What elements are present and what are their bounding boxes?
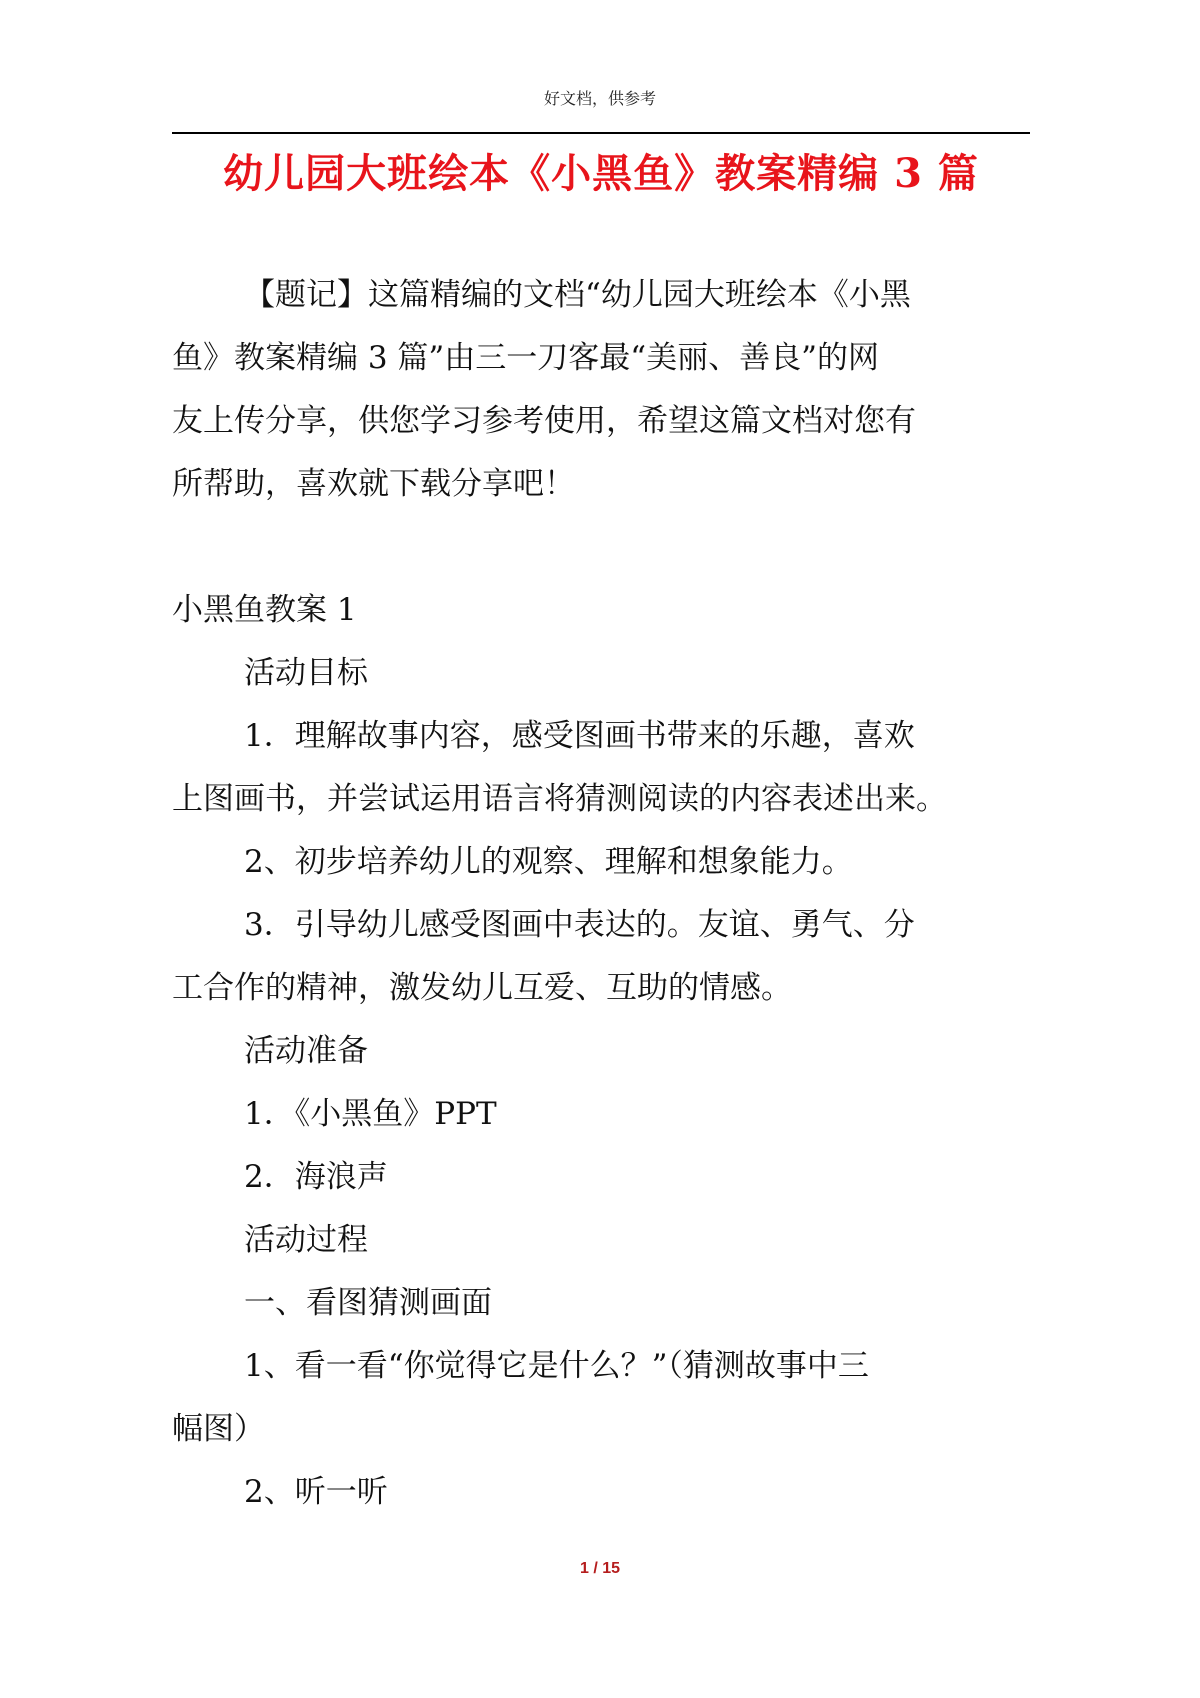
document-title: 幼儿园大班绘本《小黑鱼》教案精编 3 篇 [223, 150, 979, 197]
subheading-activity-prep: 活动准备 [244, 1033, 368, 1069]
intro-line: 鱼》教案精编 3 篇”由三一刀客最“美丽、善良”的网 [172, 340, 879, 376]
content-line: 3．引导幼儿感受图画中表达的。友谊、勇气、分 [244, 907, 915, 943]
intro-line: 所帮助，喜欢就下载分享吧！ [172, 466, 575, 502]
content-line: 1、看一看“你觉得它是什么？”（猜测故事中三 [244, 1348, 869, 1384]
section-heading: 小黑鱼教案 1 [172, 592, 357, 628]
header-rule [172, 132, 1030, 134]
intro-line: 友上传分享，供您学习参考使用，希望这篇文档对您有 [172, 403, 916, 439]
content-line: 工合作的精神，激发幼儿互爱、互助的情感。 [172, 970, 792, 1006]
content-line: 1．《小黑鱼》PPT [244, 1096, 497, 1132]
content-line: 上图画书，并尝试运用语言将猜测阅读的内容表述出来。 [172, 781, 947, 817]
content-line: 幅图） [172, 1411, 265, 1447]
content-line: 1．理解故事内容，感受图画书带来的乐趣，喜欢 [244, 718, 915, 754]
content-line: 一、看图猜测画面 [244, 1285, 492, 1321]
header-note: 好文档，供参考 [543, 89, 656, 108]
intro-paragraph [172, 264, 1032, 516]
subheading-activity-process: 活动过程 [244, 1222, 368, 1258]
subheading-activity-goals: 活动目标 [244, 655, 368, 691]
intro-line: 【题记】这篇精编的文档“幼儿园大班绘本《小黑 [244, 277, 911, 313]
page-indicator: 1 / 15 [579, 1560, 621, 1577]
content-line: 2、初步培养幼儿的观察、理解和想象能力。 [244, 844, 853, 880]
content-line: 2、听一听 [244, 1474, 388, 1510]
lesson-content [172, 579, 1032, 1524]
content-line: 2．海浪声 [244, 1159, 388, 1195]
